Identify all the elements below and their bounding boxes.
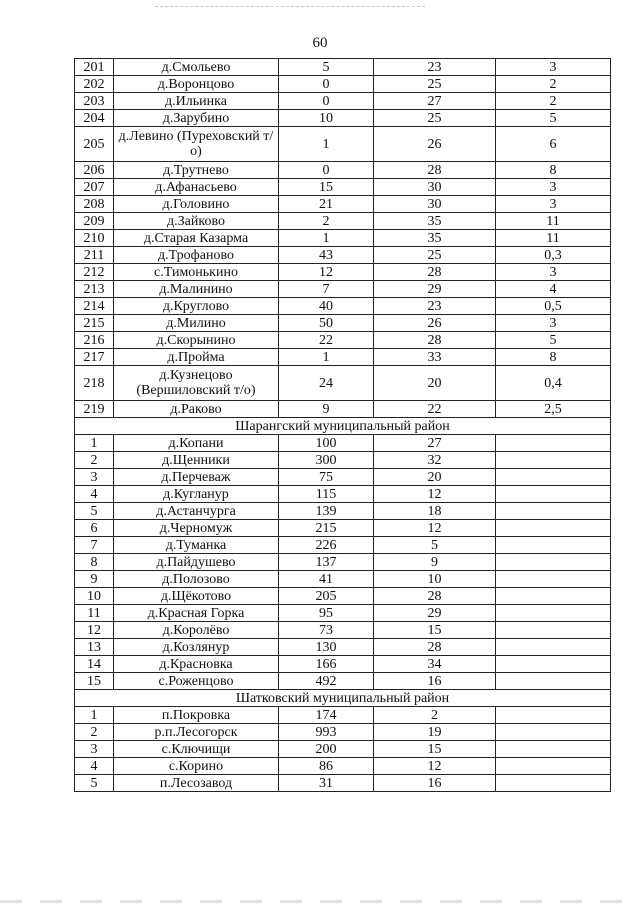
row-number-cell: 12 xyxy=(75,622,114,639)
value-cell-3 xyxy=(496,554,611,571)
table-row xyxy=(75,605,611,622)
value-cell-3 xyxy=(496,469,611,486)
value-cell-2: 28 xyxy=(374,332,496,349)
value-cell-1: 12 xyxy=(279,264,374,281)
value-cell-1: 95 xyxy=(279,605,374,622)
table-row xyxy=(75,724,611,741)
table-row xyxy=(75,554,611,571)
settlement-name-cell: д.Черномуж xyxy=(114,520,279,537)
value-cell-2: 35 xyxy=(374,230,496,247)
value-cell-2: 27 xyxy=(374,93,496,110)
table-row xyxy=(75,162,611,179)
value-cell-2: 28 xyxy=(374,639,496,656)
row-number-cell: 10 xyxy=(75,588,114,605)
value-cell-1: 24 xyxy=(279,366,374,401)
row-number-cell: 219 xyxy=(75,401,114,418)
table-row xyxy=(75,537,611,554)
row-number-cell: 3 xyxy=(75,741,114,758)
settlement-name-cell: д.Левино (Пуреховский т/о) xyxy=(114,127,279,162)
scan-bottom-edge xyxy=(0,900,640,903)
settlement-name-cell: с.Тимонькино xyxy=(114,264,279,281)
table-row xyxy=(75,127,611,162)
value-cell-1: 15 xyxy=(279,179,374,196)
table-row xyxy=(75,656,611,673)
row-number-cell: 6 xyxy=(75,520,114,537)
value-cell-3 xyxy=(496,503,611,520)
settlement-name-cell: д.Пайдушево xyxy=(114,554,279,571)
value-cell-3 xyxy=(496,622,611,639)
settlement-name-cell: д.Козлянур xyxy=(114,639,279,656)
value-cell-2: 25 xyxy=(374,247,496,264)
settlement-name-cell: д.Щёкотово xyxy=(114,588,279,605)
table-row xyxy=(75,315,611,332)
value-cell-3: 2 xyxy=(496,93,611,110)
value-cell-1: 86 xyxy=(279,758,374,775)
row-number-cell: 2 xyxy=(75,452,114,469)
value-cell-1: 115 xyxy=(279,486,374,503)
value-cell-1: 9 xyxy=(279,401,374,418)
value-cell-1: 10 xyxy=(279,110,374,127)
table-row xyxy=(75,588,611,605)
value-cell-2: 16 xyxy=(374,775,496,792)
value-cell-3: 0,3 xyxy=(496,247,611,264)
settlement-name-cell: д.Перчеваж xyxy=(114,469,279,486)
settlement-name-cell: д.Кузнецово (Вершиловский т/о) xyxy=(114,366,279,401)
value-cell-2: 33 xyxy=(374,349,496,366)
value-cell-2: 28 xyxy=(374,162,496,179)
table-row xyxy=(75,469,611,486)
row-number-cell: 13 xyxy=(75,639,114,656)
value-cell-3 xyxy=(496,707,611,724)
table-row xyxy=(75,401,611,418)
settlement-name-cell: д.Полозово xyxy=(114,571,279,588)
value-cell-2: 15 xyxy=(374,741,496,758)
settlement-name-cell: с.Роженцово xyxy=(114,673,279,690)
value-cell-2: 26 xyxy=(374,315,496,332)
value-cell-2: 23 xyxy=(374,298,496,315)
row-number-cell: 218 xyxy=(75,366,114,401)
settlement-name-cell: д.Астанчурга xyxy=(114,503,279,520)
value-cell-3 xyxy=(496,537,611,554)
value-cell-3 xyxy=(496,758,611,775)
table-row xyxy=(75,486,611,503)
table-row xyxy=(75,673,611,690)
row-number-cell: 202 xyxy=(75,76,114,93)
section-header-row xyxy=(75,690,611,707)
settlements-table xyxy=(74,58,611,792)
value-cell-2: 20 xyxy=(374,469,496,486)
settlement-name-cell: д.Круглово xyxy=(114,298,279,315)
value-cell-1: 2 xyxy=(279,213,374,230)
table-row xyxy=(75,758,611,775)
row-number-cell: 209 xyxy=(75,213,114,230)
table-row xyxy=(75,93,611,110)
value-cell-2: 32 xyxy=(374,452,496,469)
row-number-cell: 14 xyxy=(75,656,114,673)
settlement-name-cell: д.Зайково xyxy=(114,213,279,230)
value-cell-2: 29 xyxy=(374,605,496,622)
settlement-name-cell: д.Смольево xyxy=(114,59,279,76)
value-cell-1: 139 xyxy=(279,503,374,520)
value-cell-3: 2 xyxy=(496,76,611,93)
row-number-cell: 205 xyxy=(75,127,114,162)
value-cell-3: 3 xyxy=(496,196,611,213)
table-row xyxy=(75,571,611,588)
value-cell-3 xyxy=(496,775,611,792)
settlement-name-cell: д.Пройма xyxy=(114,349,279,366)
table-row xyxy=(75,503,611,520)
value-cell-2: 12 xyxy=(374,758,496,775)
settlement-name-cell: д.Копани xyxy=(114,435,279,452)
table-row xyxy=(75,230,611,247)
settlement-name-cell: п.Лесозавод xyxy=(114,775,279,792)
value-cell-3: 0,4 xyxy=(496,366,611,401)
page-number: 60 xyxy=(312,35,328,51)
value-cell-3 xyxy=(496,520,611,537)
value-cell-1: 100 xyxy=(279,435,374,452)
row-number-cell: 5 xyxy=(75,775,114,792)
settlement-name-cell: д.Головино xyxy=(114,196,279,213)
table-row xyxy=(75,452,611,469)
value-cell-2: 28 xyxy=(374,588,496,605)
settlement-name-cell: д.Афанасьево xyxy=(114,179,279,196)
settlement-name-cell: д.Трофаново xyxy=(114,247,279,264)
row-number-cell: 208 xyxy=(75,196,114,213)
row-number-cell: 3 xyxy=(75,469,114,486)
value-cell-3 xyxy=(496,656,611,673)
value-cell-2: 12 xyxy=(374,520,496,537)
value-cell-2: 10 xyxy=(374,571,496,588)
value-cell-3: 4 xyxy=(496,281,611,298)
row-number-cell: 211 xyxy=(75,247,114,264)
value-cell-2: 28 xyxy=(374,264,496,281)
value-cell-1: 21 xyxy=(279,196,374,213)
value-cell-2: 29 xyxy=(374,281,496,298)
settlement-name-cell: д.Малинино xyxy=(114,281,279,298)
value-cell-3 xyxy=(496,452,611,469)
value-cell-3: 11 xyxy=(496,230,611,247)
scan-top-rule xyxy=(155,6,425,7)
section-title: Шарангский муниципальный район xyxy=(75,418,611,435)
table-body xyxy=(75,59,611,792)
value-cell-1: 200 xyxy=(279,741,374,758)
value-cell-1: 993 xyxy=(279,724,374,741)
value-cell-3 xyxy=(496,605,611,622)
value-cell-2: 23 xyxy=(374,59,496,76)
value-cell-3: 2,5 xyxy=(496,401,611,418)
value-cell-3: 5 xyxy=(496,110,611,127)
value-cell-1: 41 xyxy=(279,571,374,588)
value-cell-2: 15 xyxy=(374,622,496,639)
value-cell-2: 30 xyxy=(374,196,496,213)
value-cell-2: 26 xyxy=(374,127,496,162)
table-row xyxy=(75,281,611,298)
value-cell-1: 31 xyxy=(279,775,374,792)
row-number-cell: 2 xyxy=(75,724,114,741)
row-number-cell: 8 xyxy=(75,554,114,571)
row-number-cell: 15 xyxy=(75,673,114,690)
settlement-name-cell: д.Туманка xyxy=(114,537,279,554)
settlement-name-cell: д.Щенники xyxy=(114,452,279,469)
settlement-name-cell: д.Трутнево xyxy=(114,162,279,179)
value-cell-2: 27 xyxy=(374,435,496,452)
row-number-cell: 5 xyxy=(75,503,114,520)
value-cell-3 xyxy=(496,741,611,758)
value-cell-3: 3 xyxy=(496,59,611,76)
table-row xyxy=(75,639,611,656)
value-cell-1: 137 xyxy=(279,554,374,571)
table-row xyxy=(75,76,611,93)
value-cell-2: 19 xyxy=(374,724,496,741)
value-cell-2: 34 xyxy=(374,656,496,673)
value-cell-3: 11 xyxy=(496,213,611,230)
value-cell-1: 492 xyxy=(279,673,374,690)
table-row xyxy=(75,264,611,281)
settlement-name-cell: д.Воронцово xyxy=(114,76,279,93)
row-number-cell: 210 xyxy=(75,230,114,247)
value-cell-3 xyxy=(496,571,611,588)
table-row xyxy=(75,332,611,349)
settlement-name-cell: п.Покровка xyxy=(114,707,279,724)
row-number-cell: 203 xyxy=(75,93,114,110)
table-row xyxy=(75,707,611,724)
value-cell-2: 25 xyxy=(374,110,496,127)
value-cell-2: 16 xyxy=(374,673,496,690)
table-row xyxy=(75,520,611,537)
value-cell-1: 43 xyxy=(279,247,374,264)
row-number-cell: 214 xyxy=(75,298,114,315)
row-number-cell: 1 xyxy=(75,435,114,452)
value-cell-1: 1 xyxy=(279,349,374,366)
value-cell-1: 22 xyxy=(279,332,374,349)
settlement-name-cell: с.Корино xyxy=(114,758,279,775)
table-row xyxy=(75,298,611,315)
value-cell-1: 130 xyxy=(279,639,374,656)
value-cell-1: 0 xyxy=(279,162,374,179)
value-cell-1: 226 xyxy=(279,537,374,554)
row-number-cell: 207 xyxy=(75,179,114,196)
table-row xyxy=(75,741,611,758)
value-cell-1: 1 xyxy=(279,230,374,247)
value-cell-2: 20 xyxy=(374,366,496,401)
settlement-name-cell: д.Красновка xyxy=(114,656,279,673)
settlement-name-cell: д.Милино xyxy=(114,315,279,332)
table-row xyxy=(75,622,611,639)
value-cell-1: 0 xyxy=(279,76,374,93)
row-number-cell: 7 xyxy=(75,537,114,554)
row-number-cell: 4 xyxy=(75,486,114,503)
value-cell-3 xyxy=(496,486,611,503)
settlement-name-cell: д.Зарубино xyxy=(114,110,279,127)
value-cell-1: 75 xyxy=(279,469,374,486)
value-cell-2: 9 xyxy=(374,554,496,571)
value-cell-1: 1 xyxy=(279,127,374,162)
value-cell-1: 0 xyxy=(279,93,374,110)
value-cell-3: 0,5 xyxy=(496,298,611,315)
settlement-name-cell: с.Ключищи xyxy=(114,741,279,758)
value-cell-1: 5 xyxy=(279,59,374,76)
value-cell-2: 18 xyxy=(374,503,496,520)
table-row xyxy=(75,366,611,401)
row-number-cell: 213 xyxy=(75,281,114,298)
row-number-cell: 9 xyxy=(75,571,114,588)
value-cell-1: 7 xyxy=(279,281,374,298)
value-cell-1: 40 xyxy=(279,298,374,315)
value-cell-1: 166 xyxy=(279,656,374,673)
settlement-name-cell: д.Королёво xyxy=(114,622,279,639)
value-cell-3 xyxy=(496,673,611,690)
row-number-cell: 206 xyxy=(75,162,114,179)
settlement-name-cell: д.Кугланур xyxy=(114,486,279,503)
value-cell-3 xyxy=(496,639,611,656)
row-number-cell: 201 xyxy=(75,59,114,76)
table-row xyxy=(75,179,611,196)
value-cell-1: 215 xyxy=(279,520,374,537)
table-row xyxy=(75,110,611,127)
table-row xyxy=(75,435,611,452)
settlement-name-cell: д.Раково xyxy=(114,401,279,418)
row-number-cell: 4 xyxy=(75,758,114,775)
table-row xyxy=(75,59,611,76)
value-cell-2: 35 xyxy=(374,213,496,230)
value-cell-3: 5 xyxy=(496,332,611,349)
row-number-cell: 217 xyxy=(75,349,114,366)
value-cell-3: 8 xyxy=(496,162,611,179)
settlement-name-cell: д.Ильинка xyxy=(114,93,279,110)
table-row xyxy=(75,196,611,213)
value-cell-3: 3 xyxy=(496,315,611,332)
row-number-cell: 1 xyxy=(75,707,114,724)
value-cell-2: 30 xyxy=(374,179,496,196)
section-header-row xyxy=(75,418,611,435)
value-cell-3: 3 xyxy=(496,179,611,196)
value-cell-3 xyxy=(496,588,611,605)
table-row xyxy=(75,247,611,264)
value-cell-2: 25 xyxy=(374,76,496,93)
value-cell-2: 5 xyxy=(374,537,496,554)
value-cell-2: 2 xyxy=(374,707,496,724)
settlement-name-cell: р.п.Лесогорск xyxy=(114,724,279,741)
settlement-name-cell: д.Скорынино xyxy=(114,332,279,349)
row-number-cell: 216 xyxy=(75,332,114,349)
value-cell-1: 73 xyxy=(279,622,374,639)
table-row xyxy=(75,775,611,792)
settlement-name-cell: д.Старая Казарма xyxy=(114,230,279,247)
value-cell-1: 300 xyxy=(279,452,374,469)
value-cell-1: 205 xyxy=(279,588,374,605)
value-cell-1: 50 xyxy=(279,315,374,332)
row-number-cell: 212 xyxy=(75,264,114,281)
row-number-cell: 215 xyxy=(75,315,114,332)
value-cell-3: 8 xyxy=(496,349,611,366)
value-cell-1: 174 xyxy=(279,707,374,724)
value-cell-2: 12 xyxy=(374,486,496,503)
table-row xyxy=(75,349,611,366)
row-number-cell: 204 xyxy=(75,110,114,127)
value-cell-3 xyxy=(496,724,611,741)
row-number-cell: 11 xyxy=(75,605,114,622)
table-row xyxy=(75,213,611,230)
value-cell-2: 22 xyxy=(374,401,496,418)
settlement-name-cell: д.Красная Горка xyxy=(114,605,279,622)
section-title: Шатковский муниципальный район xyxy=(75,690,611,707)
value-cell-3: 3 xyxy=(496,264,611,281)
value-cell-3 xyxy=(496,435,611,452)
value-cell-3: 6 xyxy=(496,127,611,162)
